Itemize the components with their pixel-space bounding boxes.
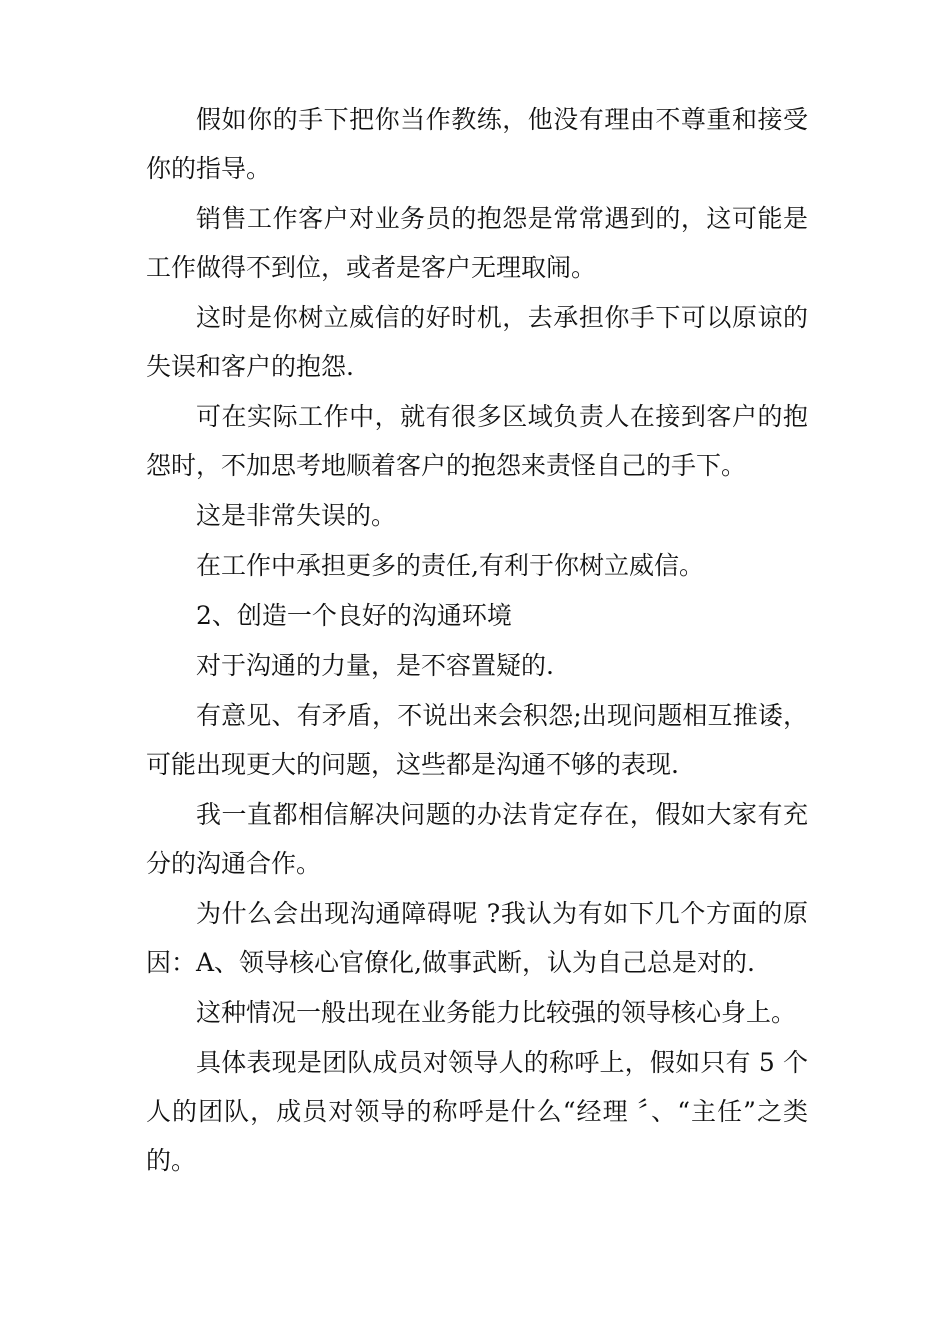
paragraph: 销售工作客户对业务员的抱怨是常常遇到的，这可能是工作做得不到位，或者是客户无理取闹。 xyxy=(146,204,808,282)
paragraph: 这时是你树立威信的好时机，去承担你手下可以原谅的失误和客户的抱怨. xyxy=(146,303,808,381)
paragraph: 这是非常失误的。 xyxy=(196,501,397,530)
paragraph: 这种情况一般出现在业务能力比较强的领导核心身上。 xyxy=(196,998,797,1027)
document-body xyxy=(146,95,808,1186)
paragraph: 我一直都相信解决问题的办法肯定存在，假如大家有充分的沟通合作。 xyxy=(146,800,808,878)
paragraph: 对于沟通的力量，是不容置疑的. xyxy=(196,651,554,680)
paragraph: 具体表现是团队成员对领导人的称呼上，假如只有 5 个人的团队，成员对领导的称呼是什么“经理 〞、“主任”之类的。 xyxy=(146,1048,808,1175)
paragraph: 假如你的手下把你当作教练，他没有理由不尊重和接受你的指导。 xyxy=(146,105,808,183)
paragraph: 在工作中承担更多的责任,有利于你树立威信。 xyxy=(196,551,704,580)
paragraph: 为什么会出现沟通障碍呢 ?我认为有如下几个方面的原因：A、领导核心官僚化,做事武断，认为自己总是对的. xyxy=(146,899,808,977)
paragraph: 有意见、有矛盾，不说出来会积怨;出现问题相互推诿，可能出现更大的问题，这些都是沟通不够的表现. xyxy=(146,701,808,779)
paragraph: 可在实际工作中，就有很多区域负责人在接到客户的抱怨时，不加思考地顺着客户的抱怨来责怪自己的手下。 xyxy=(146,402,808,480)
section-heading: 2、创造一个良好的沟通环境 xyxy=(196,601,512,630)
